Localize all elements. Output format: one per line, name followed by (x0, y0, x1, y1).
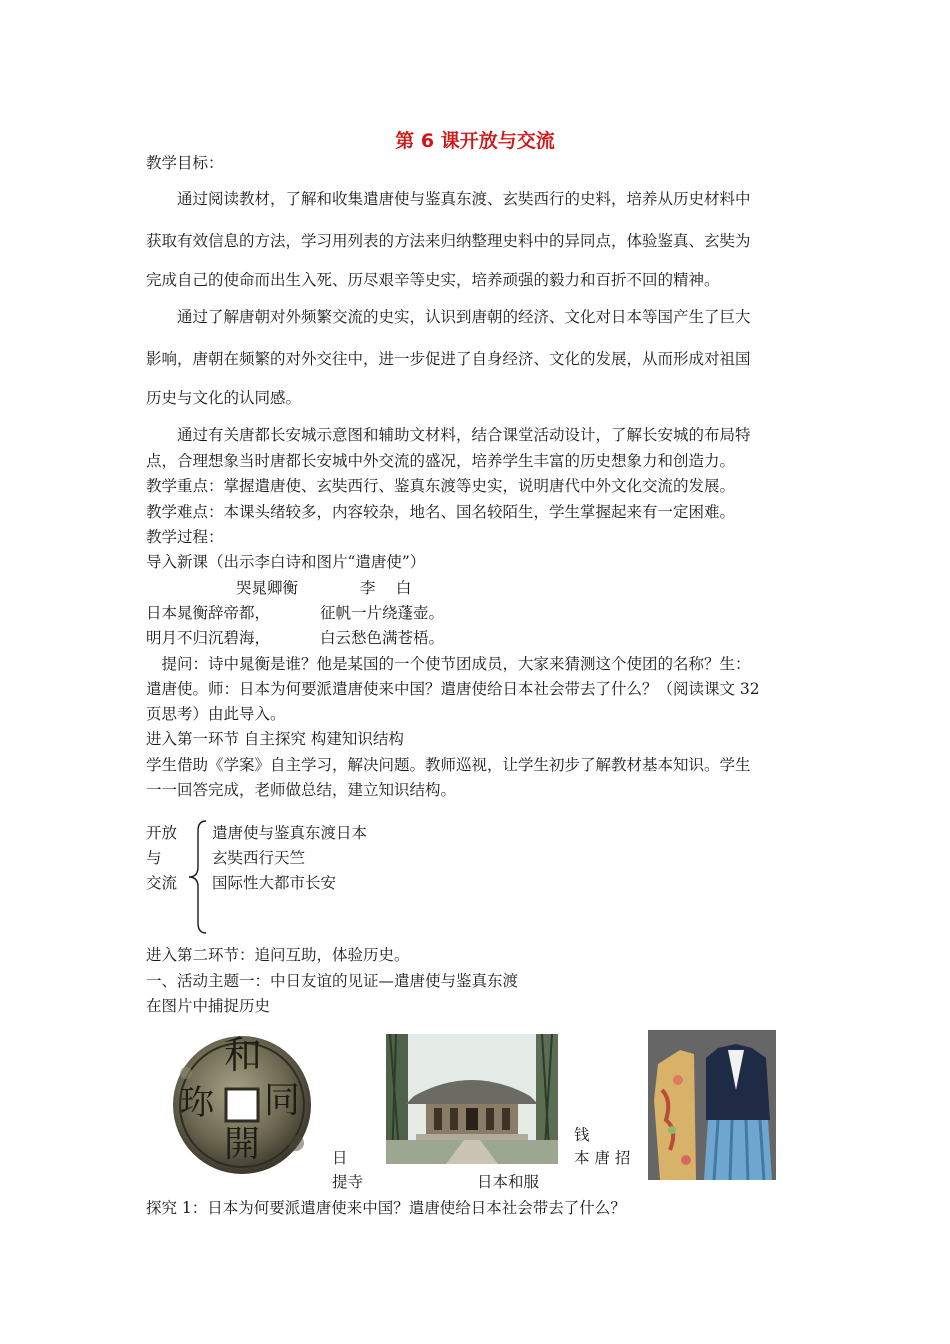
intro-line: 导入新课（出示李白诗和图片“遣唐使”） (146, 553, 426, 571)
structure-root-2: 与 (146, 849, 162, 867)
structure-item-2: 玄奘西行天竺 (212, 849, 306, 867)
objective-1-line-2: 获取有效信息的方法，学习用列表的方法来归纳整理史料中的异同点，体验鉴真、玄奘为 (146, 232, 751, 250)
poem-line-1a: 日本晁衡辞帝都， (146, 604, 271, 622)
coin-char-right: 同 (264, 1080, 301, 1121)
question-line-2: 遣唐使。师：日本为何要派遣唐使来中国？遣唐使给日本社会带去了什么？（阅读课文 32 (146, 680, 760, 698)
stage-1-desc-line-2: 一一回答完成，老师做总结，建立知识结构。 (146, 781, 457, 799)
poem-line-2a: 明月不归沉碧海， (146, 629, 271, 647)
structure-root-1: 开放 (146, 824, 178, 842)
structure-item-1: 遣唐使与鉴真东渡日本 (212, 824, 368, 842)
objective-1-line-1: 通过阅读教材，了解和收集遣唐使与鉴真东渡、玄奘西行的史料，培养从历史材料中 (177, 190, 751, 208)
structure-root-3: 交流 (146, 874, 178, 892)
caption-ri: 日 (332, 1149, 348, 1167)
question-line-1: 提问：诗中晁衡是谁？他是某国的一个使节团成员，大家来猜测这个使团的名称？生： (146, 655, 751, 673)
objective-3-line-2: 点，合理想象当时唐都长安城中外交流的盛况，培养学生丰富的历史想象力和创造力。 (146, 452, 736, 470)
objectives-label: 教学目标： (146, 154, 224, 172)
poem-title: 哭晁卿衡 (236, 579, 299, 597)
stage-2-heading: 进入第二环节：追问互助，体验历史。 (146, 946, 410, 964)
caption-ti-si: 提寺 (332, 1173, 364, 1191)
difficulties: 教学难点：本课头绪较多，内容较杂，地名、国名较陌生，学生掌握起来有一定困难。 (146, 503, 736, 521)
caption-kimono: 日本和服 (477, 1173, 540, 1191)
poem-line-2b: 白云愁色满苍梧。 (320, 629, 445, 647)
japanese-kimono-image (648, 1030, 776, 1180)
caption-ben-tang-zhao: 本 唐 招 (574, 1149, 631, 1167)
objective-3-line-1: 通过有关唐都长安城示意图和辅助文材料，结合课堂活动设计，了解长安城的布局特 (177, 426, 751, 444)
process-label: 教学过程： (146, 528, 224, 546)
caption-qian: 钱 (574, 1126, 590, 1144)
key-points: 教学重点：掌握遣唐使、玄奘西行、鉴真东渡等史实，说明唐代中外文化交流的发展。 (146, 477, 736, 495)
question-line-3: 页思考）由此导入。 (146, 705, 286, 723)
page-title: 第 6 课开放与交流 (395, 130, 555, 152)
objective-1-line-3: 完成自己的使命而出生入死、历尽艰辛等史实，培养顽强的毅力和百折不回的精神。 (146, 271, 720, 289)
poem-author: 李 白 (360, 579, 412, 597)
structure-item-3: 国际性大都市长安 (212, 874, 337, 892)
stage-1-desc-line-1: 学生借助《学案》自主学习，解决问题。教师巡视，让学生初步了解教材基本知识。学生 (146, 756, 751, 774)
coin-char-top: 和 (224, 1033, 263, 1077)
stage-1-heading: 进入第一环节 自主探究 构建知识结构 (146, 730, 404, 748)
objective-2-line-1: 通过了解唐朝对外频繁交流的史实，认识到唐朝的经济、文化对日本等国产生了巨大 (177, 308, 751, 326)
objective-2-line-3: 历史与文化的认同感。 (146, 389, 302, 407)
coin-char-bottom: 開 (224, 1124, 261, 1165)
capture-label: 在图片中捕捉历史 (146, 997, 271, 1015)
explore-1: 探究 1：日本为何要派遣唐使来中国？遣唐使给日本社会带去了什么？ (146, 1199, 626, 1217)
brace-icon (186, 819, 210, 935)
toshodaiji-temple-image (386, 1034, 558, 1164)
poem-line-1b: 征帆一片绕蓬壶。 (320, 604, 445, 622)
kaiyuan-coin-image (146, 1033, 338, 1175)
objective-2-line-2: 影响，唐朝在频繁的对外交往中，进一步促进了自身经济、文化的发展，从而形成对祖国 (146, 350, 751, 368)
theme-1-heading: 一、活动主题一：中日友谊的见证—遣唐使与鉴真东渡 (146, 972, 519, 990)
coin-char-left: 珎 (180, 1083, 214, 1123)
